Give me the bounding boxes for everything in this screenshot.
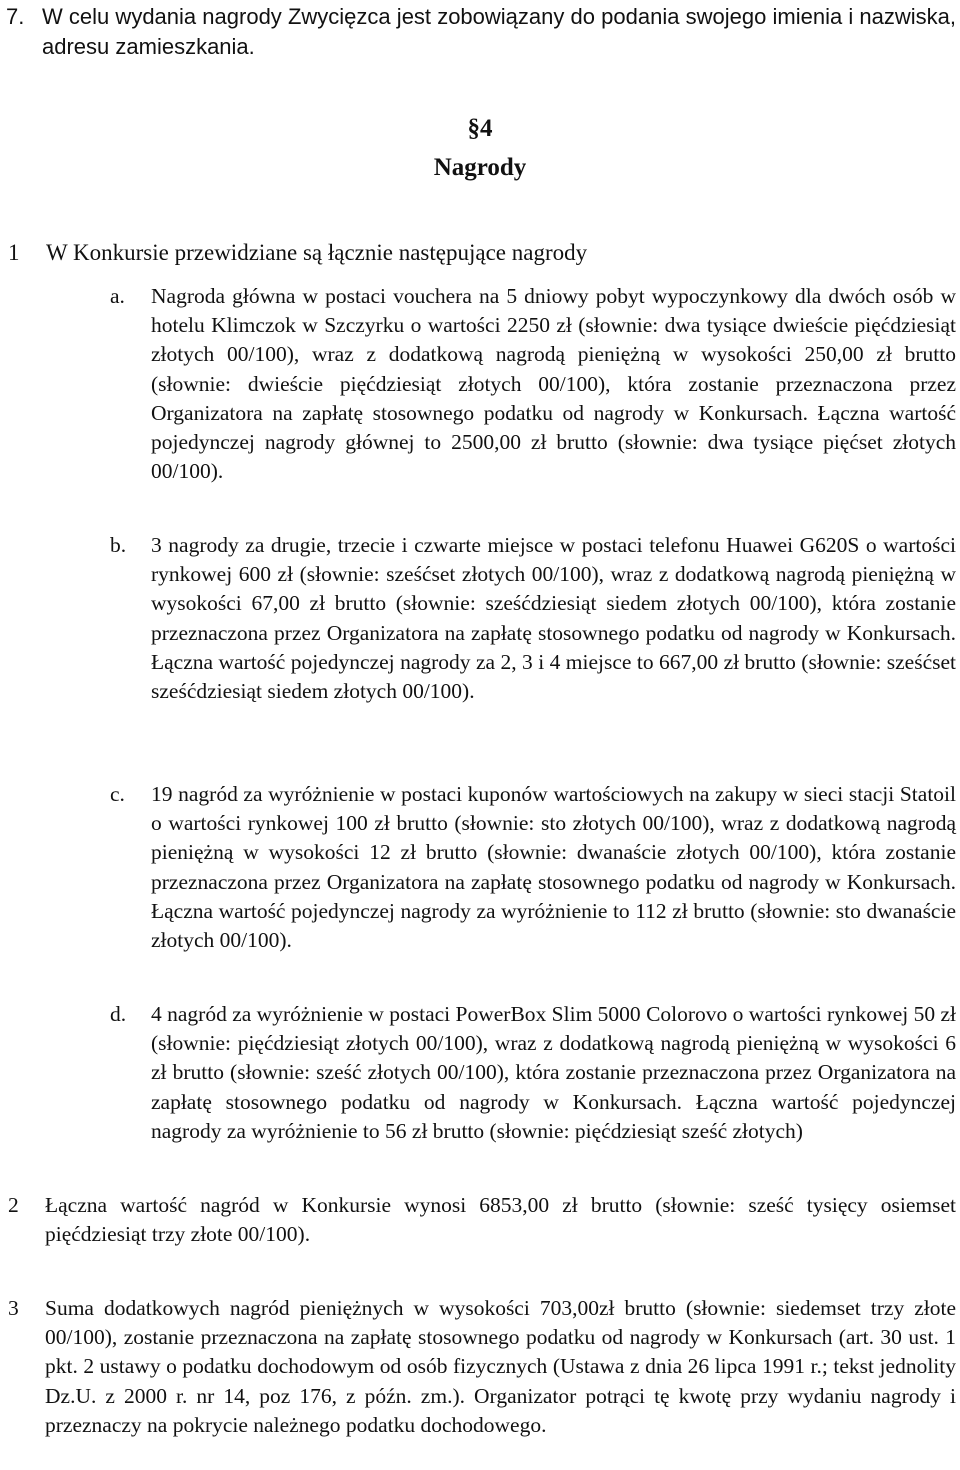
list-item-text: W celu wydania nagrody Zwycięzca jest zobowiązany do podania swojego imienia i nazwiska, adresu zamieszkania. — [42, 4, 956, 59]
section-title: Nagrody — [433, 154, 527, 181]
prize-text: 4 nagród za wyróżnienie w postaci PowerBox Slim 5000 Colorovo o wartości rynkowej 50 zł (słownie: pięćdziesiąt złotych 00/100), wraz z dodatkową nagrodą pieniężną w wysokości 6 zł brutto (słownie: sześć złotych 00/100), która zostanie przeznaczona przez Organizatora na zapłatę stosownego podatku od nagrody w Konkursach. Łączna wartość pojedynczej nagrody za wyróżnienie to 56 zł brutto (słownie: pięćdziesiąt sześć złotych) — [151, 1002, 956, 1143]
prize-text: Nagroda główna w postaci vouchera na 5 dniowy pobyt wypoczynkowy dla dwóch osób w hotelu Klimczok w Szczyrku o wartości 2250 zł (słownie: dwa tysiące dwieście pięćdziesiąt złotych 00/100), wraz z dodatkową nagrodą pieniężną w wysokości 250,00 zł brutto (słownie: dwieście pięćdziesiąt złotych 00/100), która zostanie przeznaczona przez Organizatora na zapłatę stosownego podatku od nagrody w Konkursach. Łączna wartość pojedynczej nagrody głównej to 2500,00 zł brutto (słownie: dwa tysiące pięćset złotych 00/100). — [151, 284, 956, 484]
point-number: 1 — [8, 240, 20, 265]
point-2 — [8, 1191, 956, 1249]
prize-label: b. — [110, 533, 127, 557]
prize-text: 19 nagród za wyróżnienie w postaci kuponów wartościowych na zakupy w sieci stacji Statoil o wartości rynkowej 100 zł brutto (słownie: sto złotych 00/100), wraz z dodatkową nagrodą pieniężną w wysokości 12 zł brutto (słownie: dwanaście złotych 00/100), która zostanie przeznaczona przez Organizatora na zapłatę stosownego podatku od nagrody w Konkursach. Łączna wartość pojedynczej nagrody za wyróżnienie to 112 zł brutto (słownie: sto dwanaście złotych 00/100). — [151, 782, 956, 953]
point-text: Suma dodatkowych nagród pieniężnych w wysokości 703,00zł brutto (słownie: siedemset trzy złote 00/100), zostanie przeznaczona na zapłatę stosownego podatku od nagrody w Konkursach (art. 30 ust. 1 pkt. 2 ustawy o podatku dochodowym od osób fizycznych (Ustawa z dnia 26 lipca 1991 r.; tekst jednolity Dz.U. z 2000 r. nr 14, poz 176, z późn. zm.). Organizator potrąci tę kwotę przy wydaniu nagrody i przeznaczy na pokrycie należnego podatku dochodowego. — [45, 1296, 956, 1437]
point-number: 3 — [8, 1296, 19, 1320]
list-item-number: 7. — [6, 4, 25, 29]
prize-text: 3 nagrody za drugie, trzecie i czwarte miejsce w postaci telefonu Huawei G620S o wartości rynkowej 600 zł (słownie: sześćset złotych 00/100), wraz z dodatkową nagrodą pieniężną w wysokości 67,00 zł brutto (słownie: sześćdziesiąt siedem złotych 00/100), która zostanie przeznaczona przez Organizatora na zapłatę stosownego podatku od nagrody w Konkursach. Łączna wartość pojedynczej nagrody za 2, 3 i 4 miejsce to 667,00 zł brutto (słownie: sześćset sześćdziesiąt siedem złotych 00/100). — [151, 533, 956, 704]
prize-label: a. — [110, 284, 125, 308]
list-item-7 — [6, 2, 956, 62]
point-text: W Konkursie przewidziane są łącznie następujące nagrody — [46, 240, 588, 265]
point-text: Łączna wartość nagród w Konkursie wynosi 6853,00 zł brutto (słownie: sześć tysięcy osiemset pięćdziesiąt trzy złote 00/100). — [45, 1193, 956, 1247]
prize-b — [110, 531, 956, 706]
section-number: §4 — [467, 115, 493, 142]
prize-d — [110, 1000, 956, 1146]
prize-label: d. — [110, 1002, 127, 1026]
point-number: 2 — [8, 1193, 19, 1217]
prize-label: c. — [110, 782, 125, 806]
prize-c — [110, 780, 956, 955]
point-3 — [8, 1294, 956, 1440]
prize-a — [110, 282, 956, 486]
